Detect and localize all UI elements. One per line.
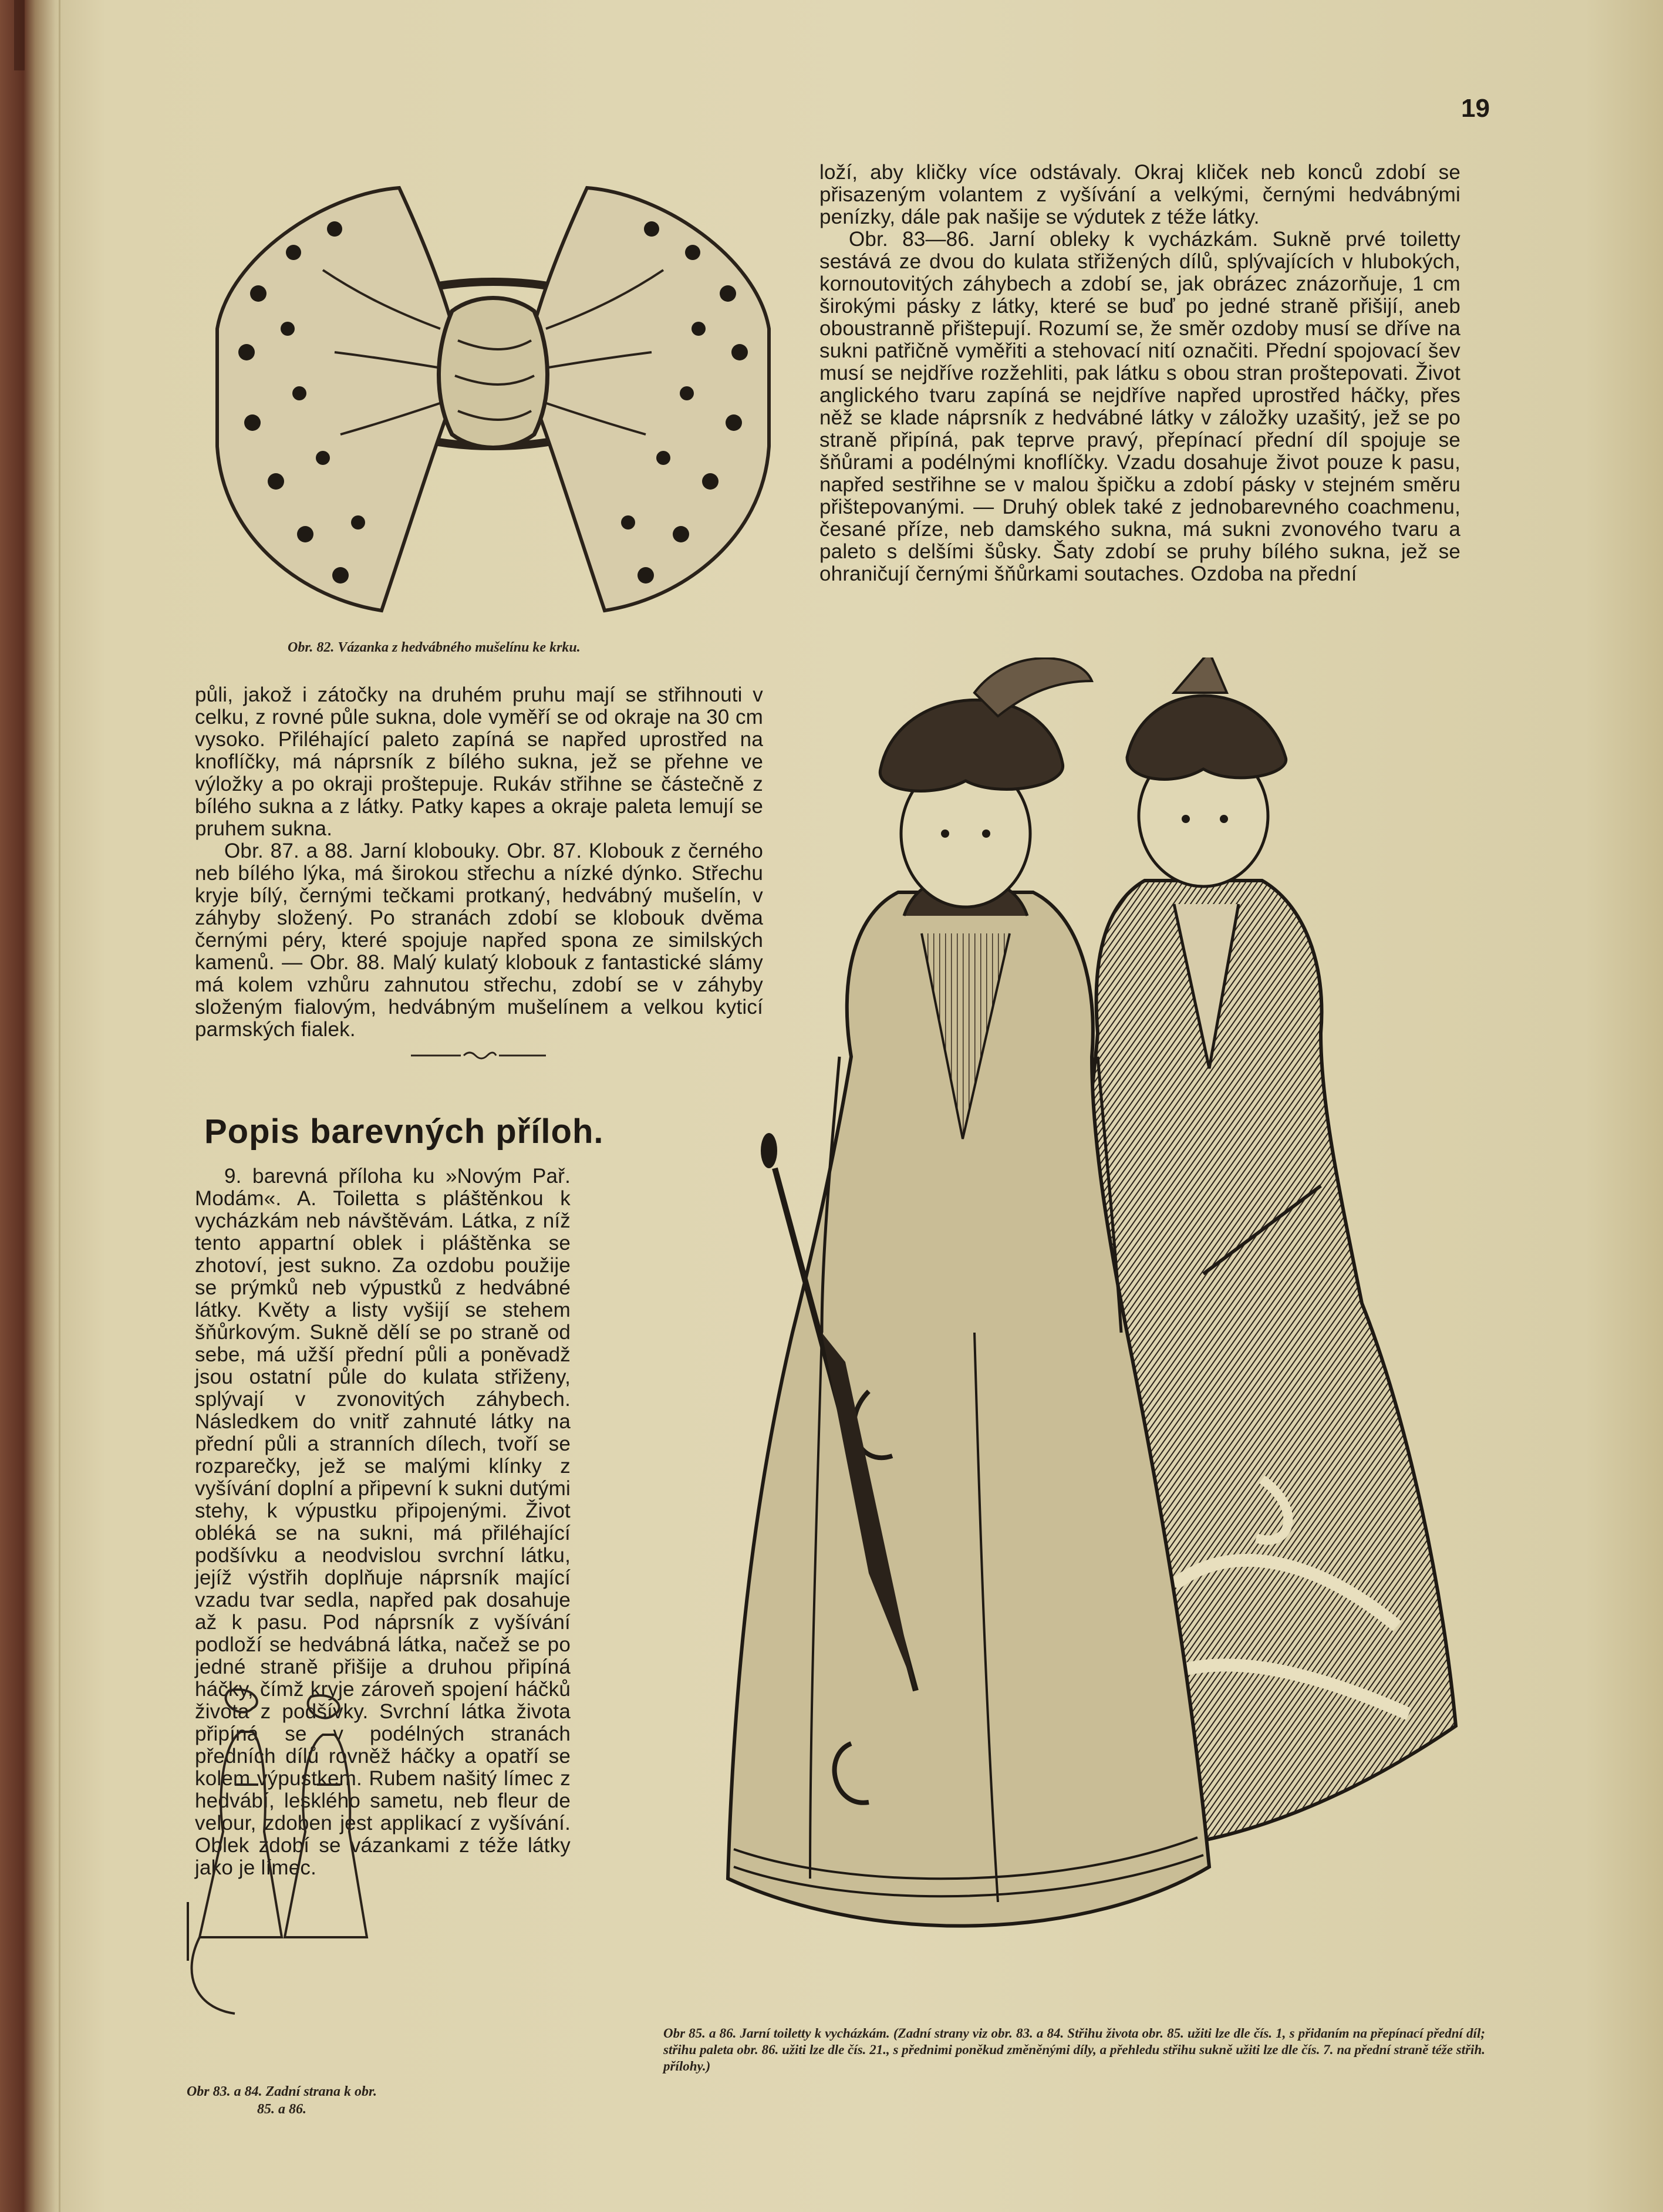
page-number: 19 — [1461, 94, 1490, 123]
paragraph: loží, aby kličky více odstávaly. Okraj kliček neb konců zdobí se přisazeným volantem z vyšívání a velkými, černými hedvábnými penízky, dále pak našije se výdutek z téže látky. — [819, 161, 1460, 228]
paragraph: 9. barevná příloha ku »Novým Pař. Modám«. A. Toiletta s pláštěnkou k vycházkám neb návštěvám. Látka, z níž tento appartní oblek i pláštěnka se zhotoví, jest sukno. Za ozdobu použije se prýmků neb výpustků z hedvábné látky. Květy a listy vyšijí se stehem šňůrkovým. Sukně dělí se po straně od sebe, má užší přední půli a poněvadž jsou ostatní půle do kulata střiženy, splývají v zvonovitých záhybech. Následkem do vnitř zahnuté látky na přední půli a stranních dílech, tvoří se rozparečky, jež se malými klínky z vyšívání doplní a připevní k sukni dutými stehy, k výpustku připojenými. Život obléká se na sukni, má přiléhající podšívku a neodvislou svrchní látku, jejíž výstřih doplňuje náprsník mající vzadu tvar sedla, napřed pak dosahuje až k pasu. Pod náprsník z vyšívání podloží se hedvábná látka, načež se po jedné straně přišije a druhou připíná háčky, čímž kryje zároveň spojení háčků života z podšívky. Svrchní látka života připíná se v podélných stranách předních dílů rovněž háčky a opatří se kolem výpustkem. Rubem našitý límec z hedvábí, lesklého sametu, neb fleur de velour, zdoben jest applikací z vyšívání. Oblek zdobí se vázankami z téže látky jako je límec. — [195, 1165, 571, 1879]
figure-caption-85-86: Obr 85. a 86. Jarní toiletty k vycházkám. (Zadní strany viz obr. 83. a 84. Střihu života obr. 85. užiti lze dle čís. 1, s přidaním na přepínací přední díl; střihu paleta obr. 86. užiti lze dle čís. 21., s přednimi poněkud změněnými díly, a přehledu střihu sukně užiti lze dle čís. 7. na přední straně téže střih. přílohy.) — [663, 2026, 1485, 2073]
fashion-illustration — [646, 657, 1479, 2008]
figure-caption-83-84: Obr 83. a 84. Zadní strana k obr. 85. a 86. — [186, 2084, 377, 2117]
figure-caption-82: Obr. 82. Vázanka z hedvábného mušelínu ke krku. — [288, 640, 581, 655]
binding-edge — [59, 0, 60, 2212]
section-heading: Popis barevných příloh. — [204, 1112, 604, 1151]
paragraph: Obr. 87. a 88. Jarní klobouky. Obr. 87. Klobouk z černého neb bílého lýka, má širokou střechu a nízké dýnko. Střechu kryje bílý, černými tečkami protkaný, hedvábný mušelín, v záhyby složený. Po stranách zdobí se klobouk dvěma černými péry, které spojuje napřed spona ze similských kamenů. — Obr. 88. Malý kulatý klobouk z fantastické slámy má kolem vzhůru zahnutou střechu, zdobí se v záhyby složeným fialovým, hedvábným mušelínem a velkou kyticí parmských fialek. — [195, 839, 763, 1041]
bow-illustration — [205, 176, 781, 622]
ornament-divider — [411, 1050, 546, 1061]
text-column-right-top — [819, 161, 1460, 585]
paragraph: Obr. 83—86. Jarní obleky k vycházkám. Sukně prvé toiletty sestává ze dvou do kulata střižených dílů, splývajících v hlubokých, kornoutovitých záhybech a zdobí se, jak obrázec znázorňuje, 1 cm širokými pásky z látky, které se buď po jedné straně přišijí, aneb oboustranně přištepují. Rozumí se, že směr ozdoby musí se dříve na sukni patřičně vyměřiti a stehovací nití označiti. Přední spojovací šev musí se nejdříve rozžehliti, pak látku s obou stran proštepovati. Život anglického tvaru zapíná se nejdříve napřed uprostřed háčky, přes něž se klade náprsník z hedvábné látky v záložky uzašitý, jež se po straně připíná, pak teprve pravý, přepínací přední díl spojuje se šňůrami a podélnými knoflíčky. Vzadu dosahuje život pouze k pasu, napřed sestřihne se v malou špičku a zdobí pásky v stejném směru přištepovanými. — Druhý oblek také z jednobarevného coachmenu, česané příze, neb damského sukna, má sukni zvonového tvaru a paleto s delšími šůsky. Šaty zdobí se pruhy bílého sukna, jež se ohraničují černými šňůrkami soutaches. Ozdoba na přední — [819, 228, 1460, 585]
paragraph: půli, jakož i zátočky na druhém pruhu mají se střihnouti v celku, z rovné půle sukna, dole vyměří se od okraje na 30 cm vysoko. Přiléhající paleto zapíná se napřed uprostřed na knoflíčky, má náprsník z bílého sukna, jež se přehne ve výložky a po okraji proštepuje. Rukáv střihne se částečně z bílého sukna a z látky. Patky kapes a okraje paleta lemují se pruhem sukna. — [195, 683, 763, 840]
back-view-sketch — [164, 1679, 399, 2031]
binding-strip — [14, 0, 25, 70]
